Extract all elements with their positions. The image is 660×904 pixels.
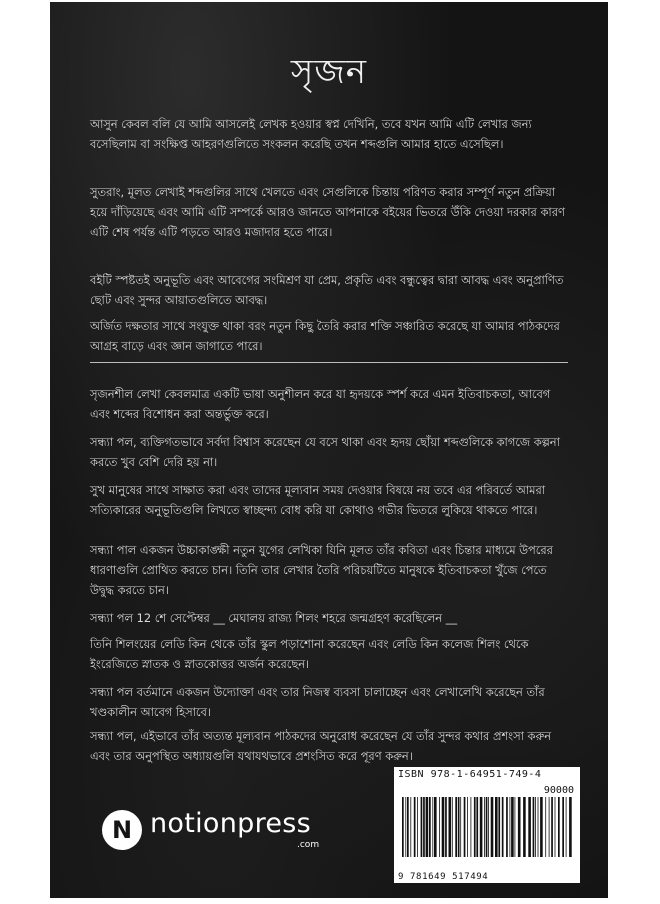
barcode-bar — [495, 797, 498, 857]
section-divider — [90, 362, 568, 363]
bio-paragraph-8: সন্ধ্যা পল, এইভাবে তাঁর অত্যন্ত মূল্যবান পাঠকদের অনুরোধ করেছেন যে তাঁর সুন্দর কথার প্রশংসা করুন এবং তার অনুপস্থিত অধ্যায়গুলি যথাযথভাবে প্রশংসিত করে পূরণ করুন। — [90, 729, 552, 763]
isbn-barcode — [394, 767, 580, 883]
barcode-bar — [429, 797, 431, 857]
barcode-bar — [471, 797, 472, 857]
barcode-bar — [486, 797, 488, 857]
barcode-bar — [480, 797, 483, 857]
barcode-bar — [417, 797, 418, 857]
publisher-name: notionpress — [150, 808, 312, 839]
barcode-bar — [569, 797, 572, 857]
bio-paragraph-6: তিনি শিলংয়ের লেডি কিন থেকে তাঁর স্কুল পড়াশোনা করেছেন এবং লেডি কিন কলেজ শিলং থেকে ইংরেজিতে স্নাতক ও স্নাতকোত্তর অর্জন করেছেন। — [90, 637, 529, 671]
barcode-bar — [540, 797, 543, 857]
bio-paragraph-5: সন্ধ্যা পল 12 শে সেপ্টেম্বর __ মেঘালয় রাজ্য শিলং শহরে জন্মগ্রহণ করেছিলেন __ — [90, 611, 458, 625]
publisher-domain: .com — [297, 840, 320, 850]
barcode-bar — [491, 797, 494, 857]
barcode-bar — [432, 797, 433, 857]
barcode-bar — [414, 797, 416, 857]
barcode-bar — [407, 797, 409, 857]
intro-paragraph-2: সুতরাং, মূলত লেখাই শব্দগুলির সাথে খেলতে এবং সেগুলিকে চিন্তায় পরিণত করার সম্পূর্ণ নতুন প্রক্রিয়া হয়ে দাঁড়িয়েছে এবং আমি এটি সম্পর্কে আরও জানতে আপনাকে বইয়ের ভিতরে উঁকি দেওয়া দরকার কারণ এটি শেষ পর্যন্ত এটি পড়তে আরও মজাদার হতে পারে। — [90, 185, 565, 239]
bio-paragraph-7: সন্ধ্যা পল বর্তমানে একজন উদ্যোক্তা এবং তার নিজস্ব ব্যবসা চালাচ্ছেন এবং লেখালেখি করেছেন তাঁর খণ্ডকালীন আবেগ হিসাবে। — [90, 685, 545, 719]
intro-paragraph-1: আসুন কেবল বলি যে আমি আসলেই লেখক হওয়ার স্বপ্ন দেখিনি, তবে যখন আমি এটি লেখার জন্য বসেছিলাম বা সংক্ষিপ্ত আহরণগুলিতে সংকলন করেছি তখন শব্দগুলি আমার হাতে এসেছিল। — [90, 117, 532, 151]
bio-paragraph-3: সুখ মানুষের সাথে সাক্ষাত করা এবং তাদের মূল্যবান সময় দেওয়ার বিষয়ে নয় তবে এর পরিবর্তে আমরা সত্যিকারের অনুভূতিগুলি লিখতে স্বাচ্ছন্দ্য বোধ করি যা কোথাও গভীর ভিতরে লুকিয়ে থাকতে পারে। — [90, 483, 546, 517]
back-cover — [50, 2, 608, 898]
barcode-bars — [400, 797, 574, 867]
barcode-bar — [423, 797, 425, 857]
barcode-bar — [506, 797, 508, 857]
barcode-bar — [476, 797, 478, 857]
barcode-bar — [452, 797, 453, 857]
publisher-logo-mark: N — [102, 810, 142, 850]
barcode-bar — [535, 797, 536, 857]
barcode-bar — [484, 797, 485, 857]
barcode-bar — [458, 797, 460, 857]
barcode-bar — [402, 797, 404, 857]
bio-paragraph-4: সন্ধ্যা পাল একজন উচ্চাকাঙ্ক্ষী নতুন যুগের লেখিকা যিনি মূলত তাঁর কবিতা এবং চিন্তার মাধ্যমে উপরের ধারণাগুলি প্রোথিত করতে চান। তিনি তার লেখার তৈরি পরিচয়টিতে মানুষকে ইতিবাচকতা খুঁজে পেতে উদ্বুদ্ধ করতে চান। — [90, 543, 553, 597]
barcode-bar — [545, 797, 546, 857]
publisher-logo — [102, 810, 342, 854]
barcode-bar — [464, 797, 466, 857]
barcode-bar — [449, 797, 452, 857]
price-code: 90000 — [543, 785, 574, 796]
isbn-label: ISBN 978-1-64951-749-4 — [398, 769, 542, 780]
barcode-bar — [555, 797, 556, 857]
barcode-bar — [455, 797, 457, 857]
barcode-bar — [549, 797, 550, 857]
barcode-bar — [474, 797, 476, 857]
barcode-bar — [515, 797, 516, 857]
barcode-bar — [467, 797, 468, 857]
barcode-bar — [566, 797, 567, 857]
barcode-bar — [502, 797, 504, 857]
bio-paragraph-2: সন্ধ্যা পল, ব্যক্তিগতভাবে সর্বদা বিশ্বাস করেছেন যে বসে থাকা এবং হৃদয় ছোঁয়া শব্দগুলিকে কাগজে কল্পনা করতে খুব বেশি দেরি হয় না। — [90, 435, 560, 469]
barcode-bar — [442, 797, 445, 857]
book-title: সৃজন — [290, 52, 368, 92]
barcode-bar — [518, 797, 521, 857]
barcode-bar — [562, 797, 564, 857]
barcode-bar — [510, 797, 511, 857]
barcode-bar — [551, 797, 553, 857]
barcode-bar — [523, 797, 526, 857]
barcode-bar — [488, 797, 489, 857]
barcode-bar — [538, 797, 539, 857]
barcode-bar — [421, 797, 423, 857]
barcode-bar — [511, 797, 514, 857]
barcode-bar — [405, 797, 406, 857]
barcode-bar — [434, 797, 437, 857]
barcode-bar — [498, 797, 500, 857]
barcode-bar — [528, 797, 531, 857]
barcode-bar — [460, 797, 461, 857]
barcode-number: 9 781649 517494 — [398, 872, 489, 882]
barcode-bar — [558, 797, 560, 857]
barcode-bar — [410, 797, 411, 857]
barcode-bar — [533, 797, 535, 857]
barcode-bar — [439, 797, 440, 857]
intro-paragraph-4: অর্জিত দক্ষতার সাথে সংযুক্ত থাকা বরং নতুন কিছু তৈরি করার শক্তি সঞ্চারিত করেছে যা আমার পাঠকদের আগ্রহ বাড়ে এবং জ্ঞান জাগাতে পারে। — [90, 319, 560, 353]
barcode-bar — [426, 797, 429, 857]
intro-paragraph-3: বইটি স্পষ্টতই অনুভূতি এবং আবেগের সংমিশ্রণ যা প্রেম, প্রকৃতি এবং বন্ধুত্বের দ্বারা আবদ্ধ এবং অনুপ্রাণিত ছোট এবং সুন্দর আয়াতগুলিতে আবদ্ধ। — [90, 273, 564, 307]
bio-paragraph-1: সৃজনশীল লেখা কেবলমাত্র একটি ভাষা অনুশীলন করে যা হৃদয়কে স্পর্শ করে এমন ইতিবাচকতা, আবেগ এবং শব্দের বিশোধন করা অন্তর্ভুক্ত করে। — [90, 387, 551, 421]
barcode-bar — [445, 797, 447, 857]
